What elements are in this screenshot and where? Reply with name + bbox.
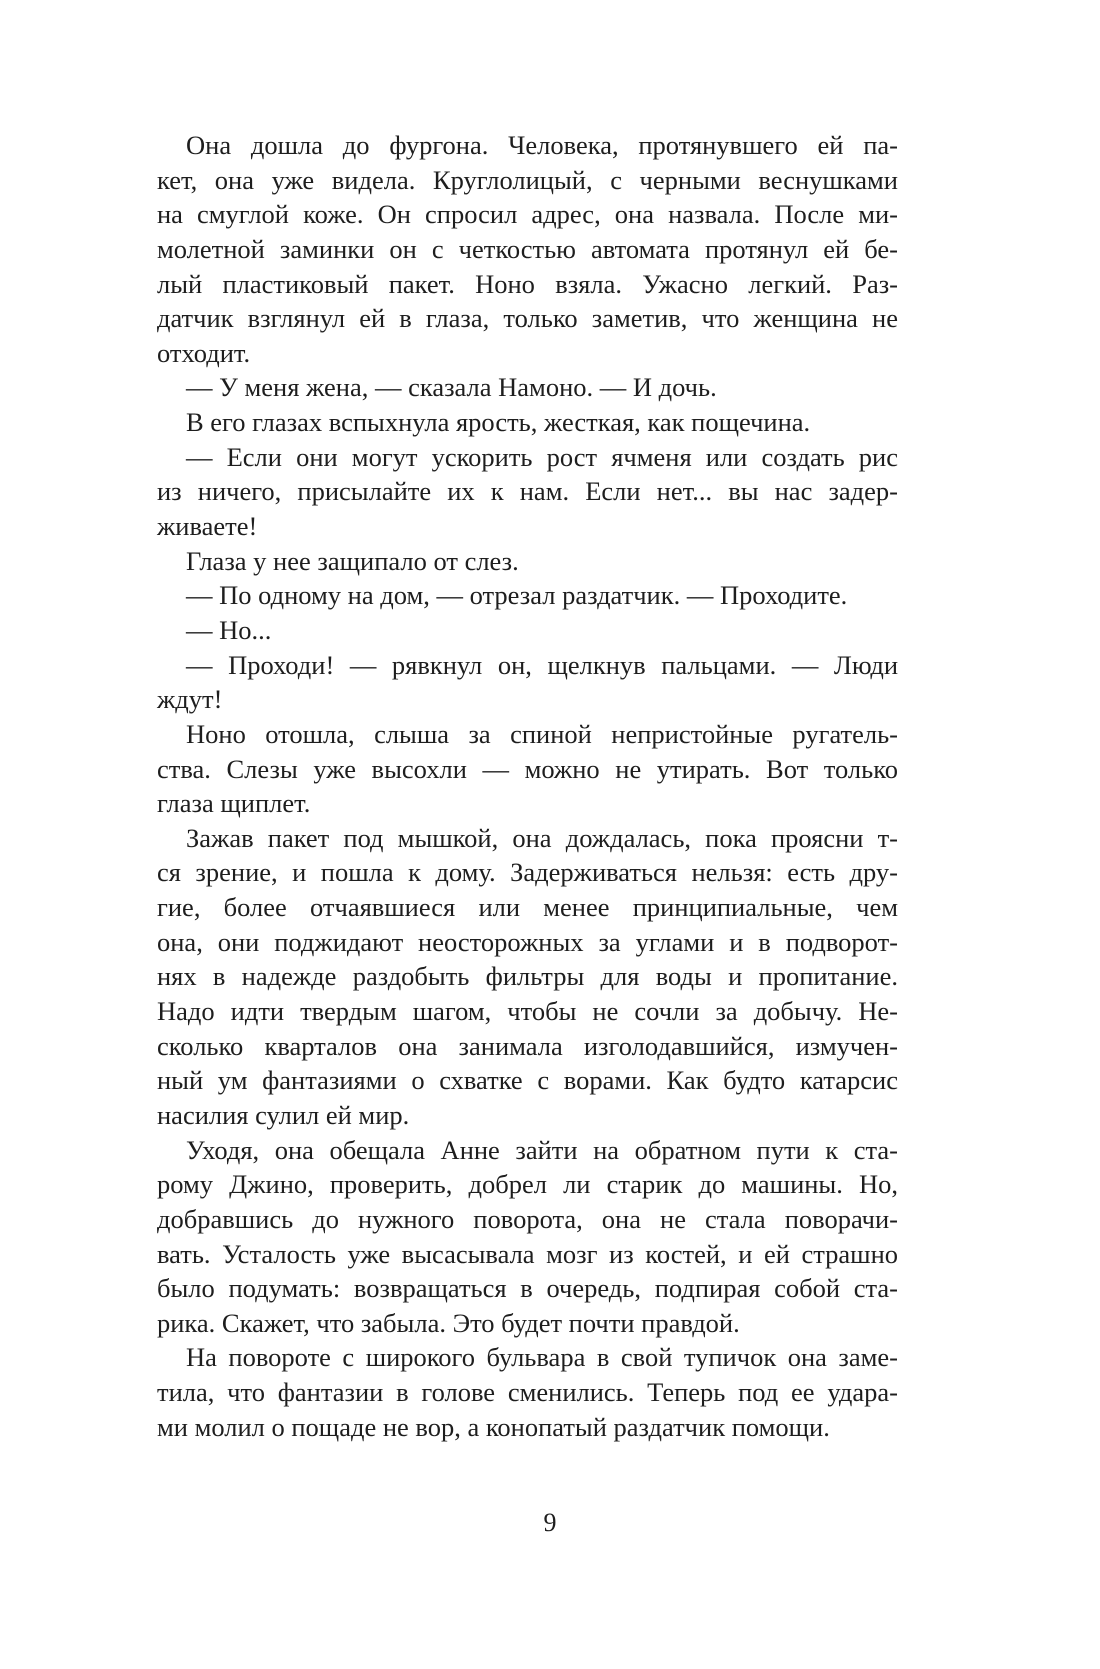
text-line: На повороте с широкого бульвара в свой тупичок она заме- — [186, 1342, 898, 1373]
paragraph — [157, 370, 898, 405]
text-line: рика. Скажет, что забыла. Это будет почти правдой. — [157, 1307, 740, 1338]
paragraph — [157, 717, 898, 821]
paragraph — [157, 648, 898, 717]
text-line: вать. Усталость уже высасывала мозг из костей, и ей страшно — [157, 1238, 898, 1269]
text-line: отходит. — [157, 337, 251, 368]
text-line: добравшись до нужного поворота, она не стала поворачи- — [157, 1203, 898, 1234]
text-line: рому Джино, проверить, добрел ли старик до машины. Но, — [157, 1169, 898, 1200]
text-line: лый пластиковый пакет. Ноно взяла. Ужасно легкий. Раз- — [157, 268, 898, 299]
text-line: ся зрение, и пошла к дому. Задерживаться нельзя: есть дру- — [157, 857, 898, 888]
text-line: молетной заминки он с четкостью автомата протянул ей бе- — [157, 233, 898, 264]
text-line: — Если они могут ускорить рост ячменя или создать рис — [186, 441, 898, 472]
page-number: 9 — [543, 1508, 557, 1537]
text-line: кет, она уже видела. Круглолицый, с черными веснушками — [157, 164, 898, 195]
text-line: — Но... — [186, 614, 272, 645]
text-line: Ноно отошла, слыша за спиной непристойные ругатель- — [186, 718, 898, 749]
text-line: — Проходи! — рявкнул он, щелкнув пальцами. — Люди — [186, 649, 898, 680]
text-line: на смуглой коже. Он спросил адрес, она назвала. После ми- — [157, 199, 898, 230]
paragraph — [157, 128, 898, 370]
text-line: Зажав пакет под мышкой, она дождалась, пока проясни т- — [186, 822, 898, 853]
text-line: ный ум фантазиями о схватке с ворами. Как будто катарсис — [157, 1065, 898, 1096]
text-line: Глаза у нее защипало от слез. — [186, 545, 519, 576]
paragraph — [157, 1133, 898, 1341]
paragraph — [157, 1340, 898, 1444]
paragraph — [157, 578, 898, 613]
text-line: насилия сулил ей мир. — [157, 1099, 410, 1130]
text-line: она, они поджидают неосторожных за углами и в подворот- — [157, 926, 898, 957]
paragraph — [157, 440, 898, 544]
text-line: — У меня жена, — сказала Намоно. — И дочь. — [186, 372, 717, 403]
paragraph — [157, 821, 898, 1133]
text-line: Надо идти твердым шагом, чтобы не сочли за добычу. Не- — [157, 996, 898, 1027]
text-line: Она дошла до фургона. Человека, протянувшего ей па- — [186, 130, 898, 160]
text-line: из ничего, присылайте их к нам. Если нет... вы нас задер- — [157, 476, 898, 507]
paragraph — [157, 405, 898, 440]
text-line: было подумать: возвращаться в очередь, подпирая собой ста- — [157, 1273, 898, 1304]
text-line: гие, более отчаявшиеся или менее принципиальные, чем — [157, 892, 898, 923]
text-line: В его глазах вспыхнула ярость, жесткая, как пощечина. — [186, 407, 811, 438]
text-line: — По одному на дом, — отрезал раздатчик. — Проходите. — [186, 580, 848, 611]
text-line: Уходя, она обещала Анне зайти на обратном пути к ста- — [186, 1134, 898, 1165]
text-line: датчик взглянул ей в глаза, только заметив, что женщина не — [157, 303, 898, 334]
text-line: глаза щиплет. — [157, 788, 311, 819]
text-line: живаете! — [157, 511, 258, 542]
text-line: ми молил о пощаде не вор, а конопатый раздатчик помощи. — [157, 1411, 830, 1442]
text-line: тила, что фантазии в голове сменились. Теперь под ее удара- — [157, 1377, 898, 1408]
body-text — [157, 128, 898, 1444]
text-line: нях в надежде раздобыть фильтры для воды и пропитание. — [157, 961, 898, 992]
text-line: ждут! — [157, 684, 223, 715]
text-line: сколько кварталов она занимала изголодавшийся, измучен- — [157, 1030, 898, 1061]
paragraph — [157, 544, 898, 579]
text-line: ства. Слезы уже высохли — можно не утирать. Вот только — [157, 753, 898, 784]
paragraph — [157, 613, 898, 648]
